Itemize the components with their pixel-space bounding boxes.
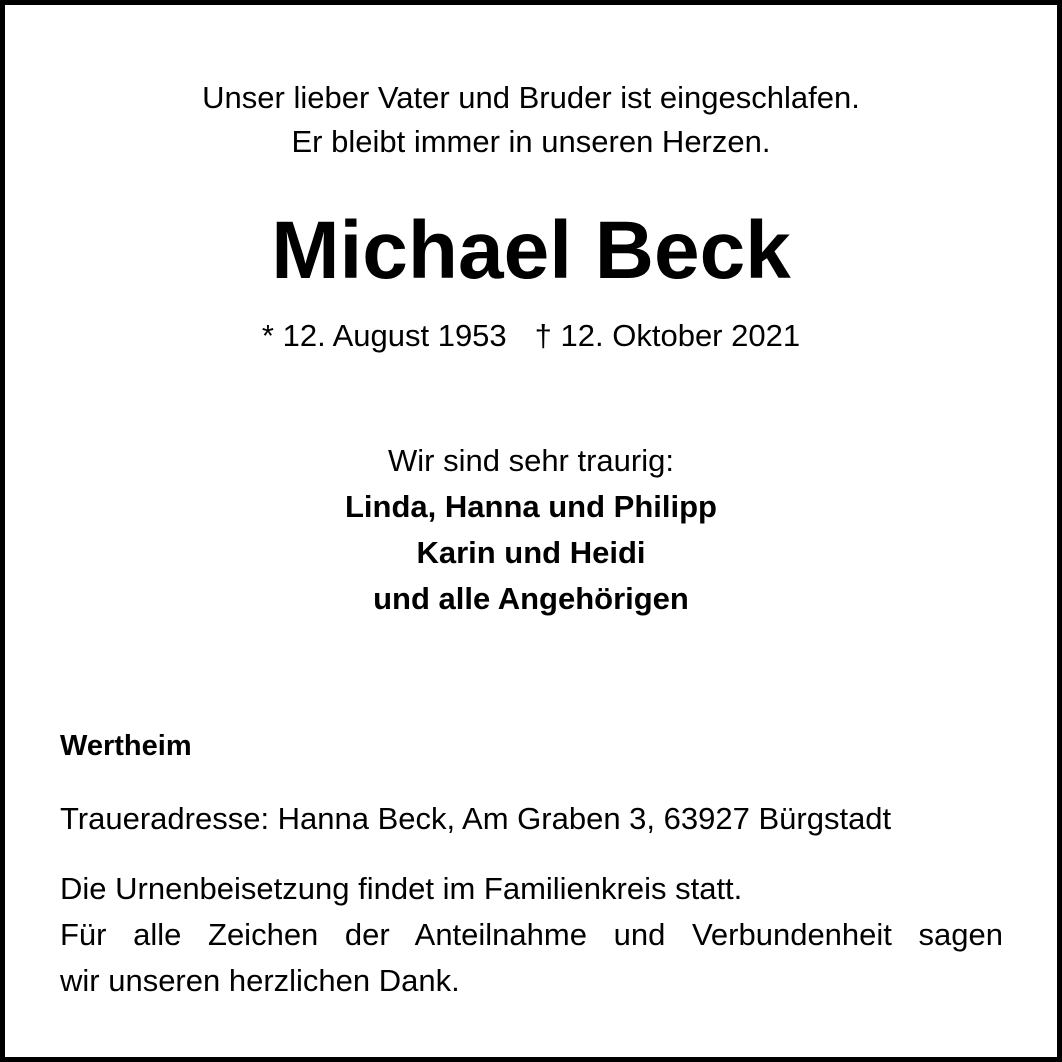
mourners-name-line: Linda, Hanna und Philipp	[345, 489, 717, 524]
closing-line-1: Die Urnenbeisetzung findet im Familienkreis statt.	[60, 871, 743, 906]
closing-line-2: Für alle Zeichen der Anteilnahme und Verbundenheit sagen	[60, 917, 1003, 952]
mourning-address: Traueradresse: Hanna Beck, Am Graben 3, 63927 Bürgstadt	[60, 801, 892, 836]
birth-date: * 12. August 1953	[261, 318, 507, 353]
deceased-name: Michael Beck	[271, 205, 791, 296]
place-name: Wertheim	[60, 730, 192, 762]
mourners-lead: Wir sind sehr traurig:	[388, 443, 674, 478]
mourners-name-line: Karin und Heidi	[416, 535, 646, 570]
death-date: † 12. Oktober 2021	[534, 318, 801, 353]
intro-text	[0, 76, 1062, 164]
closing-text	[60, 866, 1003, 1004]
life-dates	[0, 314, 1062, 358]
intro-line-1: Unser lieber Vater und Bruder ist eingeschlafen.	[202, 80, 860, 115]
intro-line-2: Er bleibt immer in unseren Herzen.	[291, 124, 771, 159]
closing-line-3: wir unseren herzlichen Dank.	[60, 963, 460, 998]
mourners-name-line: und alle Angehörigen	[373, 581, 689, 616]
mourners-block	[0, 438, 1062, 622]
